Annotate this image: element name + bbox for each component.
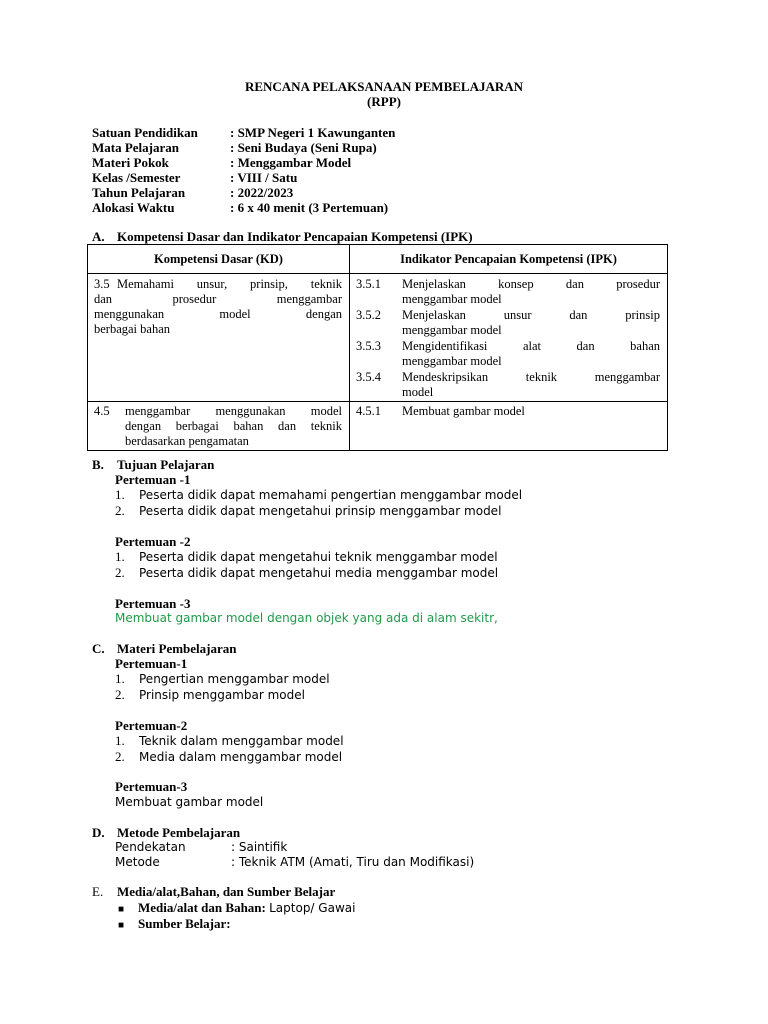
square-bullet-icon: ■ xyxy=(118,920,125,931)
section-c-heading xyxy=(92,641,236,657)
ipk-line: menggambar model xyxy=(402,354,502,368)
info-value: : Menggambar Model xyxy=(230,155,352,170)
ipk-item xyxy=(356,277,660,308)
kd-line: dengan berbagai bahan dan teknik xyxy=(125,419,342,433)
info-key: Mata Pelajaran xyxy=(92,140,180,155)
ipk-item xyxy=(356,370,660,400)
info-value: : 6 x 40 menit (3 Pertemuan) xyxy=(230,200,389,215)
section-letter: E. xyxy=(92,884,104,899)
info-row xyxy=(92,155,395,170)
list-item-text: Peserta didik dapat mengetahui teknik menggambar model xyxy=(139,550,498,564)
kd-cell-3-5 xyxy=(88,274,350,402)
meeting-title: Pertemuan -1 xyxy=(115,472,191,487)
kd-cell-4-5 xyxy=(88,402,350,451)
ipk-line: model xyxy=(402,385,434,399)
list-item-text: Media dalam menggambar model xyxy=(139,750,343,764)
doc-title: RENCANA PELAKSANAAN PEMBELAJARAN xyxy=(244,79,524,94)
meeting-title: Pertemuan -2 xyxy=(115,534,191,549)
bullet-label: Sumber Belajar: xyxy=(138,916,231,931)
ipk-cell-4-5 xyxy=(350,402,668,451)
section-title: Media/alat,Bahan, dan Sumber Belajar xyxy=(117,884,336,899)
method-value: : Saintifik xyxy=(231,840,288,854)
list-item-text: Peserta didik dapat memahami pengertian menggambar model xyxy=(139,488,523,502)
info-row xyxy=(92,200,395,215)
meeting-title: Pertemuan-2 xyxy=(115,718,188,733)
list-item-text: Pengertian menggambar model xyxy=(139,672,330,686)
info-value: : 2022/2023 xyxy=(230,185,294,200)
ipk-line: Mengidentifikasi alat dan bahan xyxy=(402,339,660,353)
info-row xyxy=(92,170,395,185)
ipk-line: Membuat gambar model xyxy=(402,404,525,418)
meeting-title: Pertemuan-3 xyxy=(115,779,188,794)
section-letter: B. xyxy=(92,457,104,472)
info-key: Kelas /Semester xyxy=(92,170,181,185)
list-item: 2. Peserta didik dapat mengetahui media menggambar model xyxy=(115,565,499,580)
meeting-title: Pertemuan-1 xyxy=(115,656,188,671)
method-row xyxy=(115,840,287,854)
info-row xyxy=(92,185,395,200)
list-item: 1. Teknik dalam menggambar model xyxy=(115,733,344,748)
info-key: Alokasi Waktu xyxy=(92,200,175,215)
ipk-number: 3.5.1 xyxy=(356,277,381,291)
bullet-label: Media/alat dan Bahan: xyxy=(138,900,266,915)
bullet-item xyxy=(118,900,355,916)
ipk-number: 3.5.2 xyxy=(356,308,381,322)
section-e-heading xyxy=(92,884,335,900)
kd-number: 4.5 xyxy=(94,404,110,418)
method-row xyxy=(115,855,474,869)
kd-line: dan prosedur menggambar xyxy=(94,292,342,306)
list-item-text: Peserta didik dapat mengetahui media menggambar model xyxy=(139,566,499,580)
material-text: Membuat gambar model xyxy=(115,795,264,809)
kd-header: Kompetensi Dasar (KD) xyxy=(88,245,350,274)
bullet-item xyxy=(118,916,231,932)
section-title: Materi Pembelajaran xyxy=(117,641,237,656)
meeting-title: Pertemuan -3 xyxy=(115,596,191,611)
doc-subtitle: (RPP) xyxy=(367,94,401,109)
ipk-item xyxy=(356,339,660,370)
ipk-number: 4.5.1 xyxy=(356,404,381,418)
section-title: Kompetensi Dasar dan Indikator Pencapaian Kompetensi (IPK) xyxy=(117,229,473,244)
ipk-header: Indikator Pencapaian Kompetensi (IPK) xyxy=(350,245,668,274)
info-key: Satuan Pendidikan xyxy=(92,125,198,140)
ipk-line: Mendeskripsikan teknik menggambar xyxy=(402,370,660,384)
highlighted-goal-text: Membuat gambar model dengan objek yang ada di alam sekitr, xyxy=(115,611,498,625)
ipk-number: 3.5.4 xyxy=(356,370,381,384)
kd-line: berbagai bahan xyxy=(94,322,171,336)
section-letter: C. xyxy=(92,641,105,656)
kd-line: menggunakan model dengan xyxy=(94,307,342,321)
method-value: : Teknik ATM (Amati, Tiru dan Modifikasi) xyxy=(231,855,475,869)
info-value: : Seni Budaya (Seni Rupa) xyxy=(230,140,377,155)
section-b-heading xyxy=(92,457,214,473)
section-title: Metode Pembelajaran xyxy=(117,825,241,840)
list-item: 1. Peserta didik dapat mengetahui teknik menggambar model xyxy=(115,549,498,564)
ipk-line: menggambar model xyxy=(402,323,502,337)
info-row xyxy=(92,140,395,155)
ipk-line: Menjelaskan unsur dan prinsip xyxy=(402,308,660,322)
ipk-item xyxy=(356,308,660,339)
list-item: 1. Peserta didik dapat memahami pengertian menggambar model xyxy=(115,487,523,502)
square-bullet-icon: ■ xyxy=(118,904,125,915)
kd-line: menggambar menggunakan model xyxy=(125,404,342,418)
list-item: 2. Prinsip menggambar model xyxy=(115,687,305,702)
list-item-text: Peserta didik dapat mengetahui prinsip menggambar model xyxy=(139,504,502,518)
info-value: : VIII / Satu xyxy=(230,170,298,185)
info-row xyxy=(92,125,395,140)
method-key: Pendekatan xyxy=(115,840,186,854)
list-item: 2. Peserta didik dapat mengetahui prinsip menggambar model xyxy=(115,503,502,518)
ipk-number: 3.5.3 xyxy=(356,339,381,353)
list-item: 2. Media dalam menggambar model xyxy=(115,749,343,764)
section-letter: D. xyxy=(92,825,105,840)
info-block xyxy=(92,125,395,215)
list-item-text: Prinsip menggambar model xyxy=(139,688,305,702)
kd-number: 3.5 xyxy=(94,277,110,291)
kd-line: Memahami unsur, prinsip, teknik xyxy=(117,277,342,291)
info-key: Materi Pokok xyxy=(92,155,169,170)
ipk-cell-3-5 xyxy=(350,274,668,402)
section-d-heading xyxy=(92,825,240,841)
ipk-line: menggambar model xyxy=(402,292,502,306)
list-item-text: Teknik dalam menggambar model xyxy=(139,734,344,748)
info-value: : SMP Negeri 1 Kawunganten xyxy=(230,125,396,140)
kd-ipk-table xyxy=(87,244,668,451)
info-key: Tahun Pelajaran xyxy=(92,185,186,200)
method-key: Metode xyxy=(115,855,160,869)
bullet-value: Laptop/ Gawai xyxy=(269,901,356,915)
ipk-line: Menjelaskan konsep dan prosedur xyxy=(402,277,660,291)
section-title: Tujuan Pelajaran xyxy=(117,457,215,472)
list-item: 1. Pengertian menggambar model xyxy=(115,671,330,686)
section-a-heading xyxy=(92,229,473,245)
kd-line: berdasarkan pengamatan xyxy=(125,434,249,448)
section-letter: A. xyxy=(92,229,105,244)
